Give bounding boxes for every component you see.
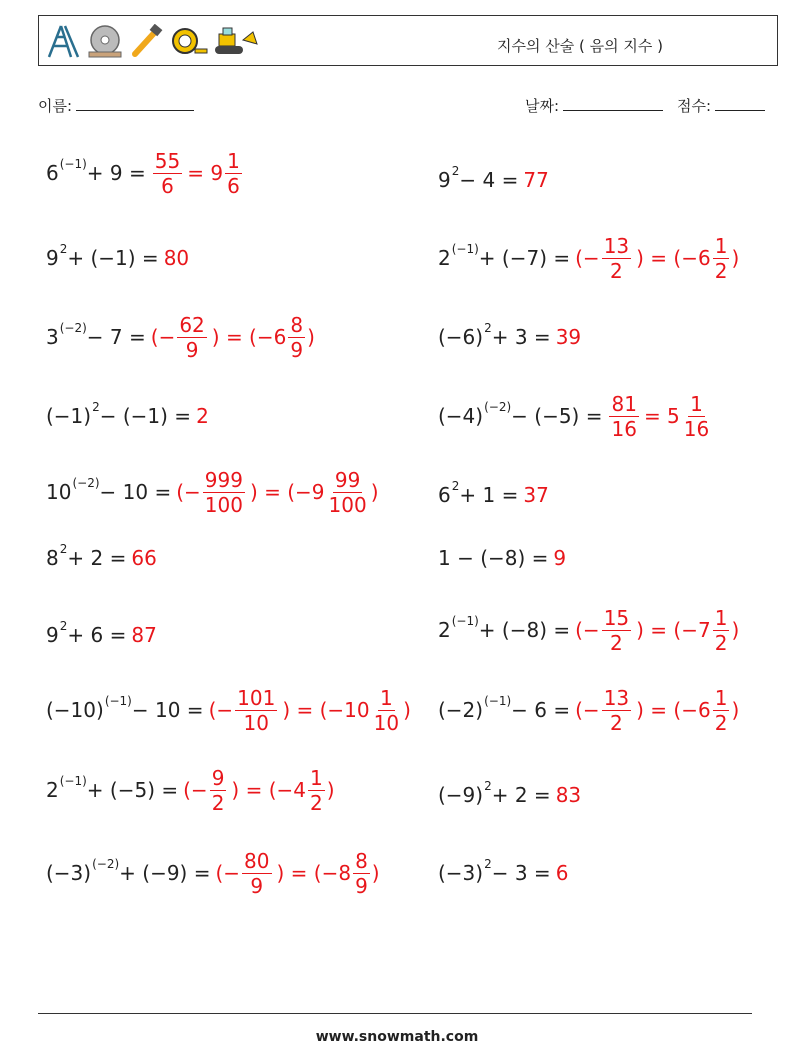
problem-rest: − 10 = bbox=[131, 698, 204, 722]
worksheet-header bbox=[38, 15, 778, 66]
answer-mixed-fraction bbox=[327, 467, 369, 517]
answer-mixed-fraction bbox=[713, 233, 730, 283]
answer-prefix: 87 bbox=[131, 623, 157, 647]
answer-prefix: (− bbox=[183, 778, 208, 802]
answer-prefix: (− bbox=[215, 861, 241, 885]
fraction-denominator: 6 bbox=[161, 173, 174, 198]
problem-base: 9 bbox=[46, 623, 59, 647]
answer-mixed-whole: ) = (−8 bbox=[276, 861, 352, 885]
problem-exponent: 2 bbox=[451, 479, 460, 493]
answer-prefix: 2 bbox=[196, 404, 209, 428]
problem-rest: + (−9) = bbox=[119, 861, 211, 885]
ladder-icon bbox=[45, 24, 81, 58]
score-field: 점수: bbox=[677, 95, 765, 116]
answer-fraction bbox=[235, 685, 277, 735]
problem-exponent: 2 bbox=[92, 400, 100, 414]
problem-base: (−10) bbox=[46, 698, 104, 722]
problem-exponent: (−1) bbox=[59, 774, 87, 788]
answer-prefix: (− bbox=[208, 698, 234, 722]
fraction-denominator: 2 bbox=[610, 630, 623, 655]
fraction-numerator: 1 bbox=[379, 685, 393, 710]
problem-row bbox=[46, 605, 157, 665]
problem-exponent: (−2) bbox=[59, 321, 87, 335]
answer bbox=[151, 148, 244, 198]
problem-exponent: 2 bbox=[451, 164, 460, 178]
answer bbox=[215, 848, 380, 898]
answer-mixed-fraction bbox=[682, 391, 711, 441]
problem-base: 10 bbox=[46, 480, 72, 504]
answer-prefix: 9 bbox=[553, 546, 567, 570]
problem-rest: − 10 = bbox=[99, 480, 172, 504]
problem-row bbox=[46, 228, 189, 288]
answer bbox=[208, 685, 411, 735]
problem-row bbox=[438, 150, 549, 210]
problem-exponent: (−2) bbox=[72, 476, 100, 490]
answer bbox=[556, 783, 581, 807]
fraction-denominator: 100 bbox=[204, 492, 243, 517]
problem-row bbox=[438, 600, 739, 660]
answer-suffix: ) bbox=[403, 698, 411, 722]
problem-exponent: (−2) bbox=[484, 400, 512, 414]
date-blank[interactable] bbox=[563, 96, 663, 111]
answer-prefix: 77 bbox=[523, 168, 549, 192]
problem-exponent: (−1) bbox=[59, 157, 87, 171]
answer-mixed-fraction bbox=[288, 312, 305, 362]
problem-rest: + 3 = bbox=[491, 325, 551, 349]
answer bbox=[575, 233, 740, 283]
answer bbox=[556, 325, 581, 349]
problem-row bbox=[438, 307, 581, 367]
fraction-denominator: 16 bbox=[683, 416, 710, 441]
problem-row bbox=[438, 843, 568, 903]
answer-prefix: 37 bbox=[523, 483, 549, 507]
problem-row bbox=[46, 843, 380, 903]
answer bbox=[553, 546, 566, 570]
answer bbox=[607, 391, 713, 441]
fraction-denominator: 10 bbox=[243, 710, 269, 735]
date-field: 날짜: bbox=[525, 95, 663, 116]
answer-mixed-whole: = 9 bbox=[187, 161, 224, 185]
fraction-numerator: 1 bbox=[309, 765, 323, 790]
problem-exponent: (−1) bbox=[451, 614, 479, 628]
fraction-denominator: 16 bbox=[611, 416, 637, 441]
problem-base: 6 bbox=[46, 161, 59, 185]
name-field: 이름: bbox=[38, 95, 194, 116]
problem-rest: − 7 = bbox=[86, 325, 146, 349]
answer-fraction bbox=[177, 312, 206, 362]
answer-mixed-whole: ) = (−6 bbox=[636, 246, 711, 270]
fraction-numerator: 1 bbox=[227, 148, 240, 173]
fraction-denominator: 9 bbox=[355, 873, 368, 898]
fraction-numerator: 62 bbox=[179, 312, 205, 337]
problem-exponent: 2 bbox=[484, 857, 492, 871]
problem-rest: − (−5) = bbox=[511, 404, 603, 428]
answer bbox=[575, 685, 740, 735]
problem-rest: + 2 = bbox=[67, 546, 127, 570]
answer-fraction bbox=[602, 605, 631, 655]
fraction-denominator: 9 bbox=[290, 337, 304, 362]
answer-prefix: 39 bbox=[555, 325, 582, 349]
answer-fraction bbox=[609, 391, 638, 441]
problem-row bbox=[438, 528, 566, 588]
problem-base: 2 bbox=[438, 618, 451, 642]
problem-rest: − (−1) = bbox=[99, 404, 192, 428]
problem-row bbox=[46, 680, 411, 740]
problem-exponent: 2 bbox=[484, 321, 492, 335]
answer-prefix: 80 bbox=[163, 246, 190, 270]
problem-rest: + 1 = bbox=[459, 483, 519, 507]
answer-fraction bbox=[242, 848, 271, 898]
problem-row bbox=[438, 228, 739, 288]
answer bbox=[131, 623, 156, 647]
answer-suffix: ) bbox=[326, 778, 335, 802]
fraction-denominator: 2 bbox=[714, 630, 728, 655]
problem-base: (−1) bbox=[46, 404, 92, 428]
problem-exponent: (−1) bbox=[451, 242, 479, 256]
fraction-numerator: 80 bbox=[244, 848, 270, 873]
answer-prefix: (− bbox=[575, 698, 600, 722]
answer-prefix: (− bbox=[176, 480, 201, 504]
fraction-denominator: 2 bbox=[610, 258, 623, 283]
problem-rest: + (−8) = bbox=[478, 618, 571, 642]
fraction-numerator: 9 bbox=[211, 765, 225, 790]
problem-rest: + (−1) = bbox=[67, 246, 159, 270]
answer-prefix: (− bbox=[575, 618, 600, 642]
answer bbox=[164, 246, 189, 270]
worksheet-title: 지수의 산술 ( 음의 지수 ) bbox=[497, 37, 663, 55]
fraction-denominator: 2 bbox=[610, 710, 623, 735]
problem-rest: + 6 = bbox=[67, 623, 127, 647]
answer bbox=[131, 546, 156, 570]
fraction-numerator: 8 bbox=[355, 848, 368, 873]
footer-url: www.snowmath.com bbox=[315, 1029, 479, 1045]
problem-exponent: 2 bbox=[484, 779, 492, 793]
fraction-numerator: 81 bbox=[611, 391, 637, 416]
answer-fraction bbox=[203, 467, 245, 517]
problem-base: 9 bbox=[438, 168, 451, 192]
fraction-denominator: 2 bbox=[309, 790, 323, 815]
problem-exponent: 2 bbox=[59, 619, 68, 633]
answer-mixed-fraction bbox=[713, 685, 730, 735]
answer-fraction bbox=[210, 765, 227, 815]
problem-rest: + 9 = bbox=[86, 161, 146, 185]
answer-mixed-whole: ) = (−6 bbox=[211, 325, 287, 349]
problem-exponent: 2 bbox=[59, 542, 68, 556]
answer-mixed-whole: ) = (−6 bbox=[636, 698, 711, 722]
fraction-denominator: 2 bbox=[714, 710, 728, 735]
fraction-denominator: 9 bbox=[185, 337, 199, 362]
problem-base: (−4) bbox=[438, 404, 484, 428]
score-blank[interactable] bbox=[715, 96, 765, 111]
problem-row bbox=[46, 462, 379, 522]
problem-row bbox=[46, 143, 244, 203]
answer-mixed-fraction bbox=[353, 848, 370, 898]
answer bbox=[150, 312, 315, 362]
problem-base: (−3) bbox=[438, 861, 484, 885]
problem-row bbox=[438, 680, 739, 740]
header-icons bbox=[45, 24, 259, 58]
fraction-numerator: 55 bbox=[154, 148, 181, 173]
fraction-numerator: 1 bbox=[714, 605, 728, 630]
problem-rest: + (−7) = bbox=[478, 246, 571, 270]
problem-base: (−3) bbox=[46, 861, 92, 885]
answer-suffix: ) bbox=[731, 698, 740, 722]
answer-prefix: (− bbox=[150, 325, 176, 349]
answer-fraction bbox=[602, 685, 631, 735]
fraction-numerator: 99 bbox=[334, 467, 361, 492]
problem-row bbox=[438, 465, 549, 525]
problem-exponent: (−1) bbox=[484, 694, 512, 708]
answer-mixed-fraction bbox=[308, 765, 325, 815]
problem-base: (−6) bbox=[438, 325, 484, 349]
fraction-denominator: 6 bbox=[227, 173, 240, 198]
problem-row bbox=[46, 386, 209, 446]
problem-exponent: 2 bbox=[59, 242, 68, 256]
answer-fraction bbox=[602, 233, 631, 283]
problem-row bbox=[438, 386, 713, 446]
problem-row bbox=[438, 765, 581, 825]
answer-suffix: ) bbox=[731, 246, 740, 270]
answer-suffix: ) bbox=[371, 861, 380, 885]
answer-suffix: ) bbox=[370, 480, 379, 504]
answer bbox=[183, 765, 335, 815]
fraction-denominator: 9 bbox=[250, 873, 264, 898]
answer-mixed-whole: ) = (−7 bbox=[636, 618, 711, 642]
footer-divider bbox=[38, 1013, 752, 1014]
fraction-numerator: 13 bbox=[603, 233, 630, 258]
fraction-numerator: 101 bbox=[237, 685, 276, 710]
answer-prefix: 83 bbox=[555, 783, 582, 807]
name-blank[interactable] bbox=[76, 96, 194, 111]
problem-base: 2 bbox=[46, 778, 59, 802]
answer-prefix: 6 bbox=[555, 861, 569, 885]
answer bbox=[523, 483, 548, 507]
fraction-denominator: 10 bbox=[373, 710, 400, 735]
answer-mixed-whole: ) = (−9 bbox=[249, 480, 325, 504]
problem-rest: + 2 = bbox=[491, 783, 551, 807]
saw-blade-icon bbox=[85, 24, 125, 58]
problem-rest: + (−5) = bbox=[86, 778, 179, 802]
answer-prefix: 66 bbox=[131, 546, 157, 570]
answer-mixed-whole: = 5 bbox=[643, 404, 680, 428]
problem-base: 3 bbox=[46, 325, 59, 349]
pipe-wrench-icon bbox=[129, 24, 165, 58]
fraction-numerator: 13 bbox=[603, 685, 630, 710]
problem-exponent: (−1) bbox=[104, 694, 132, 708]
answer bbox=[523, 168, 548, 192]
answer-suffix: ) bbox=[731, 618, 740, 642]
problem-rest: − 3 = bbox=[491, 861, 551, 885]
answer-mixed-whole: ) = (−10 bbox=[282, 698, 370, 722]
fraction-numerator: 1 bbox=[714, 685, 728, 710]
tape-measure-icon bbox=[169, 24, 209, 58]
problem-base: 9 bbox=[46, 246, 59, 270]
problem-base: 1 − (−8) = bbox=[438, 546, 549, 570]
answer bbox=[196, 404, 209, 428]
problem-row bbox=[46, 307, 315, 367]
answer-mixed-whole: ) = (−4 bbox=[231, 778, 306, 802]
answer bbox=[556, 861, 569, 885]
fraction-numerator: 999 bbox=[204, 467, 243, 492]
answer bbox=[575, 605, 740, 655]
answer-suffix: ) bbox=[307, 325, 315, 349]
answer-mixed-fraction bbox=[713, 605, 730, 655]
fraction-numerator: 15 bbox=[603, 605, 630, 630]
fraction-denominator: 100 bbox=[328, 492, 367, 517]
answer-prefix: (− bbox=[575, 246, 600, 270]
problem-row bbox=[46, 528, 157, 588]
problem-row bbox=[46, 760, 335, 820]
problem-base: (−9) bbox=[438, 783, 484, 807]
problem-base: 8 bbox=[46, 546, 59, 570]
answer bbox=[176, 467, 379, 517]
bulldozer-icon bbox=[213, 24, 259, 58]
answer-mixed-fraction bbox=[372, 685, 401, 735]
problem-base: (−2) bbox=[438, 698, 484, 722]
problem-base: 2 bbox=[438, 246, 451, 270]
problem-rest: − 4 = bbox=[459, 168, 519, 192]
problem-rest: − 6 = bbox=[511, 698, 571, 722]
problem-base: 6 bbox=[438, 483, 451, 507]
problem-exponent: (−2) bbox=[92, 857, 120, 871]
fraction-numerator: 1 bbox=[714, 233, 728, 258]
fraction-numerator: 8 bbox=[290, 312, 304, 337]
answer-fraction bbox=[153, 148, 182, 198]
fraction-denominator: 2 bbox=[714, 258, 728, 283]
fraction-numerator: 1 bbox=[690, 391, 703, 416]
answer-mixed-fraction bbox=[225, 148, 242, 198]
fraction-denominator: 2 bbox=[211, 790, 225, 815]
